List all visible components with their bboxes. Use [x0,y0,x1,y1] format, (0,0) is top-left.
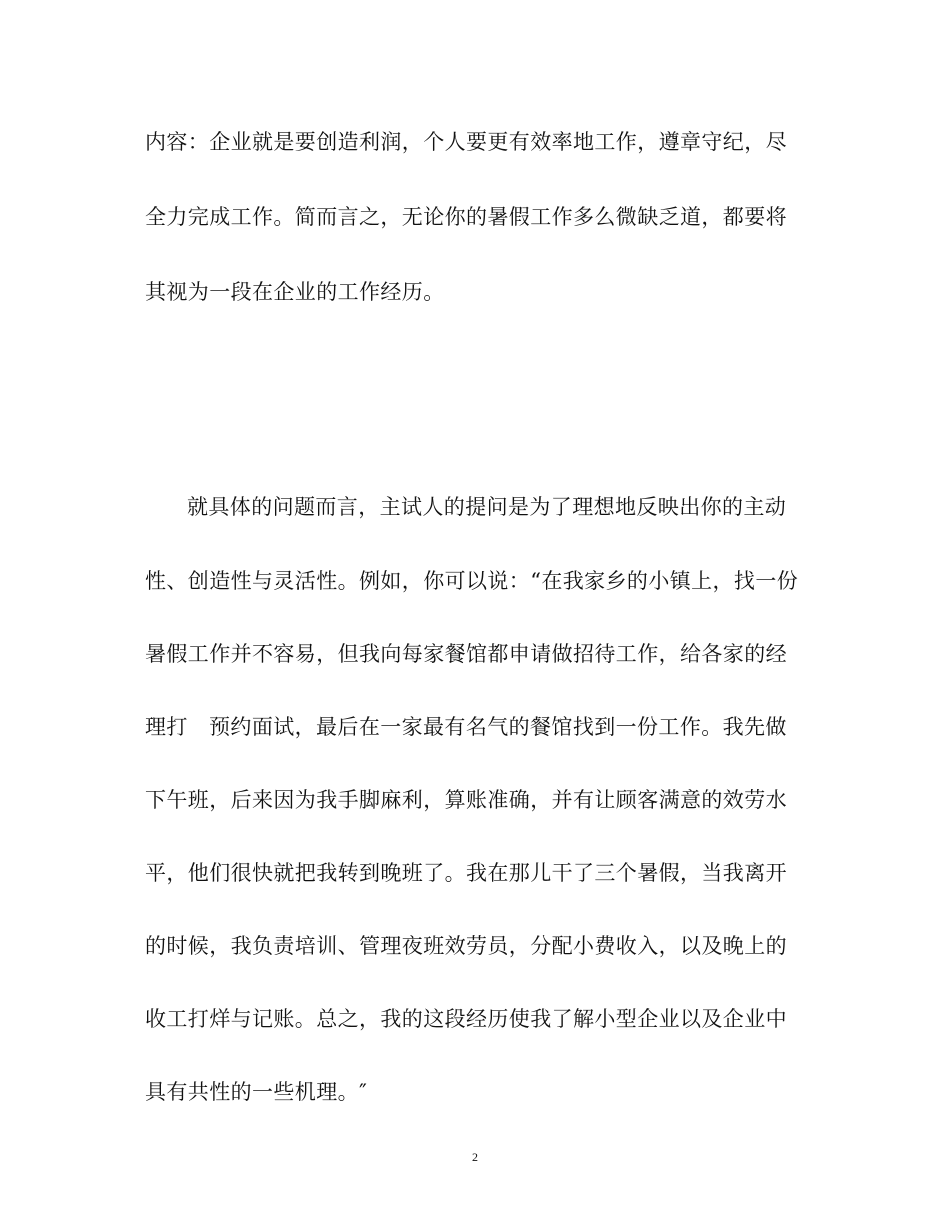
paragraph-2-line-9: 具有共性的一些机理。″ [145,1080,368,1104]
paragraph-2-line-7: 的时候，我负责培训、管理夜班效劳员，分配小费收入，以及晚上的 [145,934,787,958]
paragraph-2-line-8: 收工打烊与记账。总之，我的这段经历使我了解小型企业以及企业中 [145,1007,787,1031]
paragraph-1-line-3: 其视为一段在企业的工作经历。 [145,280,445,304]
paragraph-1-line-2: 全力完成工作。简而言之，无论你的暑假工作多么微缺乏道，都要将 [145,205,787,229]
paragraph-2-line-2: 性、创造性与灵活性。例如，你可以说：“在我家乡的小镇上，找一份 [145,569,799,593]
paragraph-2-line-4: 理打 预约面试，最后在一家最有名气的餐馆找到一份工作。我先做 [145,715,787,739]
paragraph-2-line-5: 下午班，后来因为我手脚麻利，算账准确，并有让顾客满意的效劳水 [145,788,787,812]
paragraph-2-line-3: 暑假工作并不容易，但我向每家餐馆都申请做招待工作，给各家的经 [145,642,787,666]
page-number: 2 [472,1150,478,1164]
paragraph-2-line-6: 平，他们很快就把我转到晚班了。我在那儿干了三个暑假，当我离开 [145,861,787,885]
paragraph-2-line-1: 就具体的问题而言，主试人的提问是为了理想地反映出你的主动 [187,495,787,519]
paragraph-1-line-1: 内容：企业就是要创造利润，个人要更有效率地工作，遵章守纪，尽 [145,130,787,154]
